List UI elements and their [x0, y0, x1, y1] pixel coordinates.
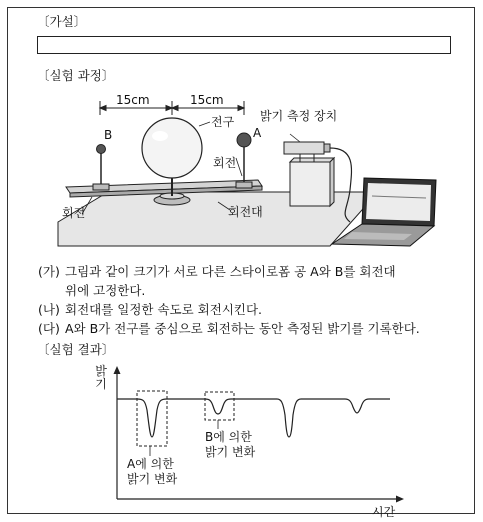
annot-text-b — [205, 430, 255, 460]
step-marker: (가) — [38, 264, 60, 279]
annot-a-line: 밝기 변화 — [127, 472, 178, 486]
distance-right: 15cm — [190, 93, 224, 107]
step-line: 그림과 같이 크기가 서로 다른 스타이로폼 공 A와 B를 회전대 — [65, 264, 396, 279]
annot-a-line: A에 의한 — [127, 457, 174, 471]
graph-xlabel: 시간 — [372, 505, 396, 519]
distance-left: 15cm — [116, 93, 150, 107]
procedure-label: 〔실험 과정〕 — [37, 68, 115, 83]
result-label: 〔실험 결과〕 — [37, 342, 115, 357]
step-line: A와 B가 전구를 중심으로 회전하는 동안 측정된 밝기를 기록한다. — [65, 321, 420, 336]
annot-b-line: 밝기 변화 — [205, 445, 256, 459]
step-line: 회전대를 일정한 속도로 회전시킨다. — [65, 302, 263, 317]
meter-label: 밝기 측정 장치 — [260, 109, 338, 123]
hypothesis-label: 〔가설〕 — [37, 14, 87, 29]
rotation-label-bottom: 회전 — [62, 206, 86, 220]
graph-ylabel: 밝기 — [95, 364, 107, 391]
step-marker: (다) — [38, 321, 60, 336]
ball-a-label: A — [253, 126, 262, 140]
turntable-label: 회전대 — [228, 205, 263, 219]
bulb-label: 전구 — [211, 115, 235, 129]
annot-text-a — [127, 457, 177, 487]
annot-box-b — [205, 392, 234, 420]
step-marker: (나) — [38, 302, 60, 317]
annot-b-line: B에 의한 — [205, 430, 252, 444]
step-line: 위에 고정한다. — [65, 283, 146, 298]
rotation-label-top: 회전 — [213, 156, 237, 170]
ball-b-label: B — [104, 128, 113, 142]
